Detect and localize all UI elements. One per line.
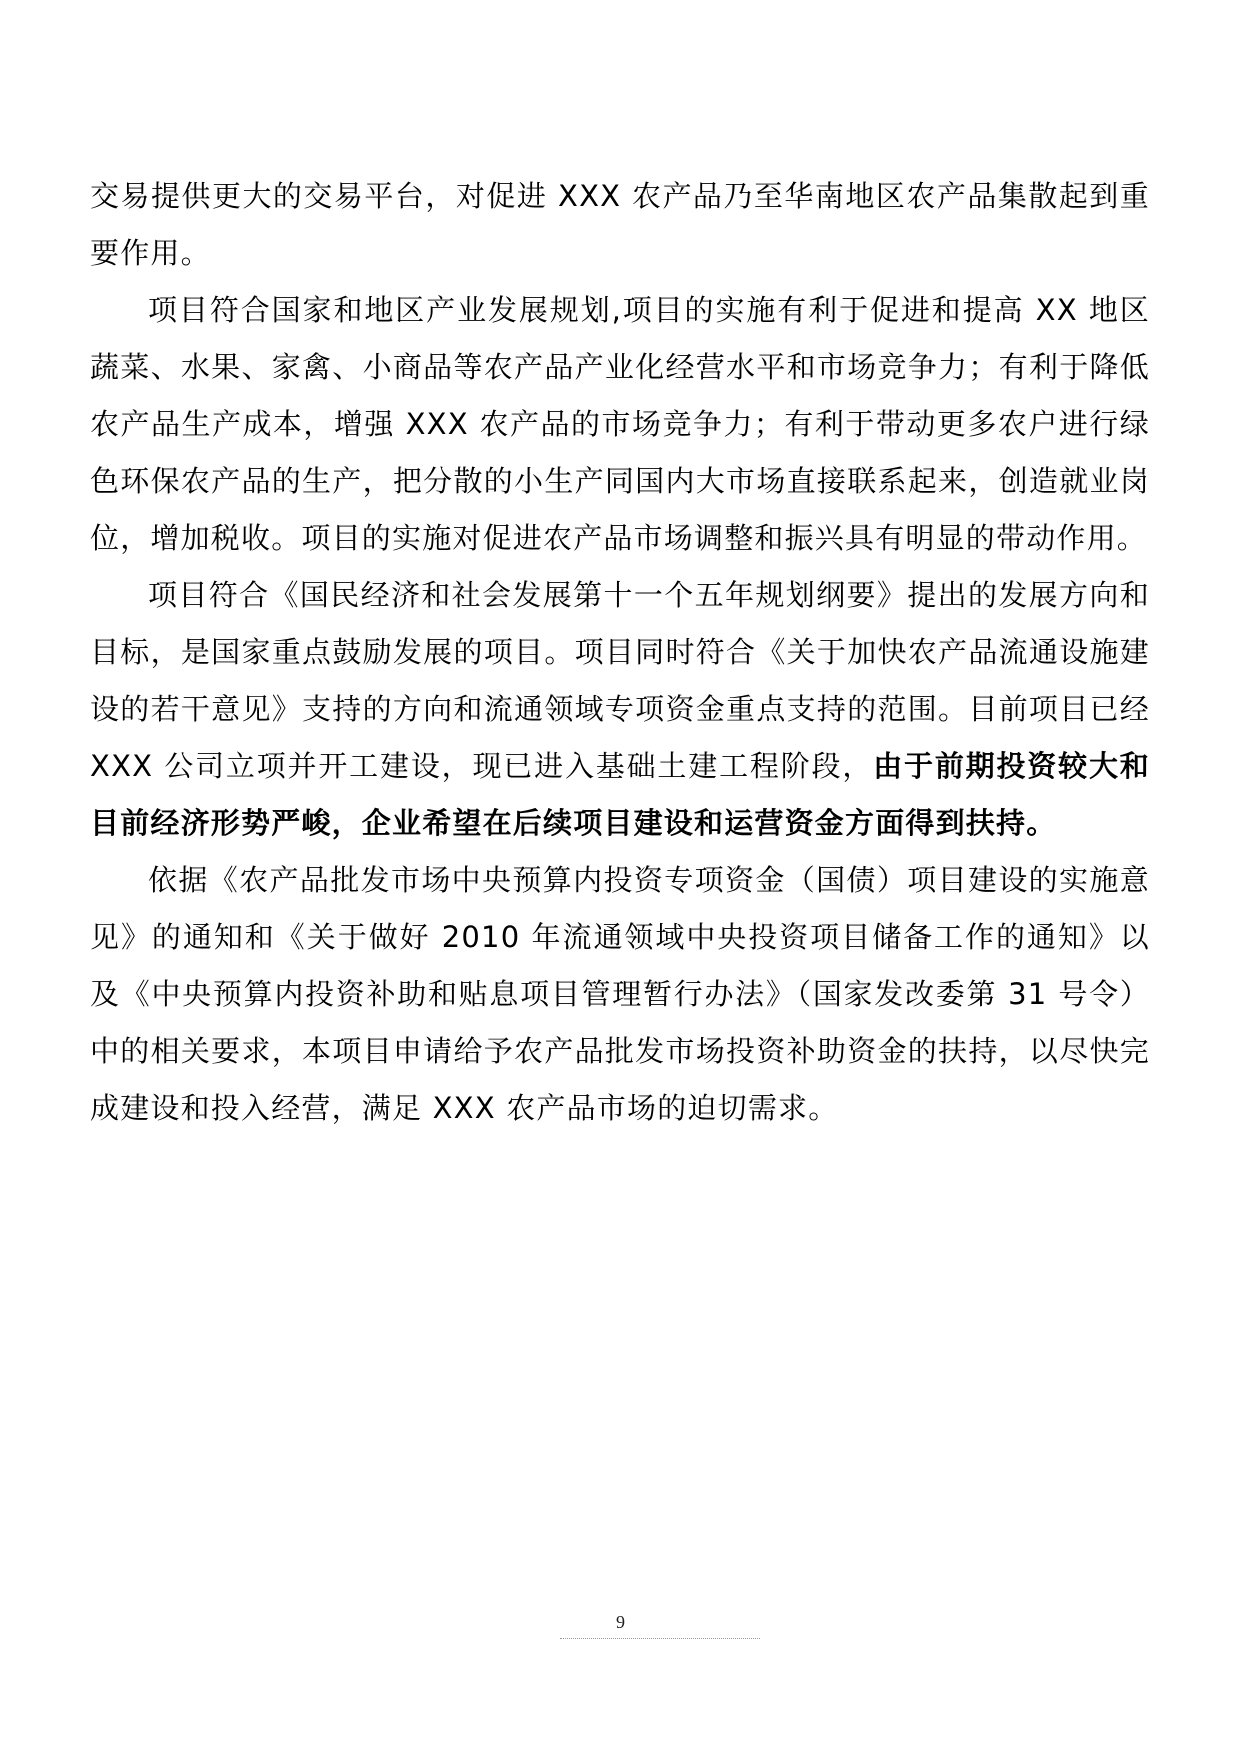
footer-divider [560,1638,760,1639]
paragraph-4-text: 依据《农产品批发市场中央预算内投资专项资金（国债）项目建设的实施意见》的通知和《关于做好 2010 年流通领域中央投资项目储备工作的通知》以及《中央预算内投资补助和贴息项目管理暂行办法》（国家发改委第 31 号令）中的相关要求，本项目申请给予农产品批发市场投资补助资金的扶持，以尽快完成建设和投入经营，满足 XXX 农产品市场的迫切需求。 [90,863,1150,1125]
paragraph-2-text: 项目符合国家和地区产业发展规划,项目的实施有利于促进和提高 XX 地区蔬菜、水果、家禽、小商品等农产品产业化经营水平和市场竞争力；有利于降低农产品生产成本，增强 XXX 农产品的市场竞争力；有利于带动更多农户进行绿色环保农产品的生产，把分散的小生产同国内大市场直接联系起来，创造就业岗位，增加税收。项目的实施对促进农产品市场调整和振兴具有明显的带动作用。 [90,293,1150,555]
paragraph-3-text: 项目符合《国民经济和社会发展第十一个五年规划纲要》提出的发展方向和目标，是国家重点鼓励发展的项目。项目同时符合《关于加快农产品流通设施建设的若干意见》支持的方向和流通领域专项资金重点支持的范围。目前项目已经 XXX 公司立项并开工建设，现已进入基础土建工程阶段， [90,578,1150,783]
paragraph-1-text: 交易提供更大的交易平台，对促进 XXX 农产品乃至华南地区农产品集散起到重要作用。 [90,179,1150,270]
body-text [90,168,1150,1137]
paragraph-2 [90,282,1150,567]
page-footer [0,1612,1241,1633]
page-number: 9 [616,1612,625,1632]
paragraph-3-bold-text: 由于前期投资较大和目前经济形势严峻，企业希望在后续项目建设和运营资金方面得到扶持。 [90,749,1150,840]
paragraph-1 [90,168,1150,282]
paragraph-4 [90,852,1150,1137]
paragraph-3 [90,567,1150,852]
